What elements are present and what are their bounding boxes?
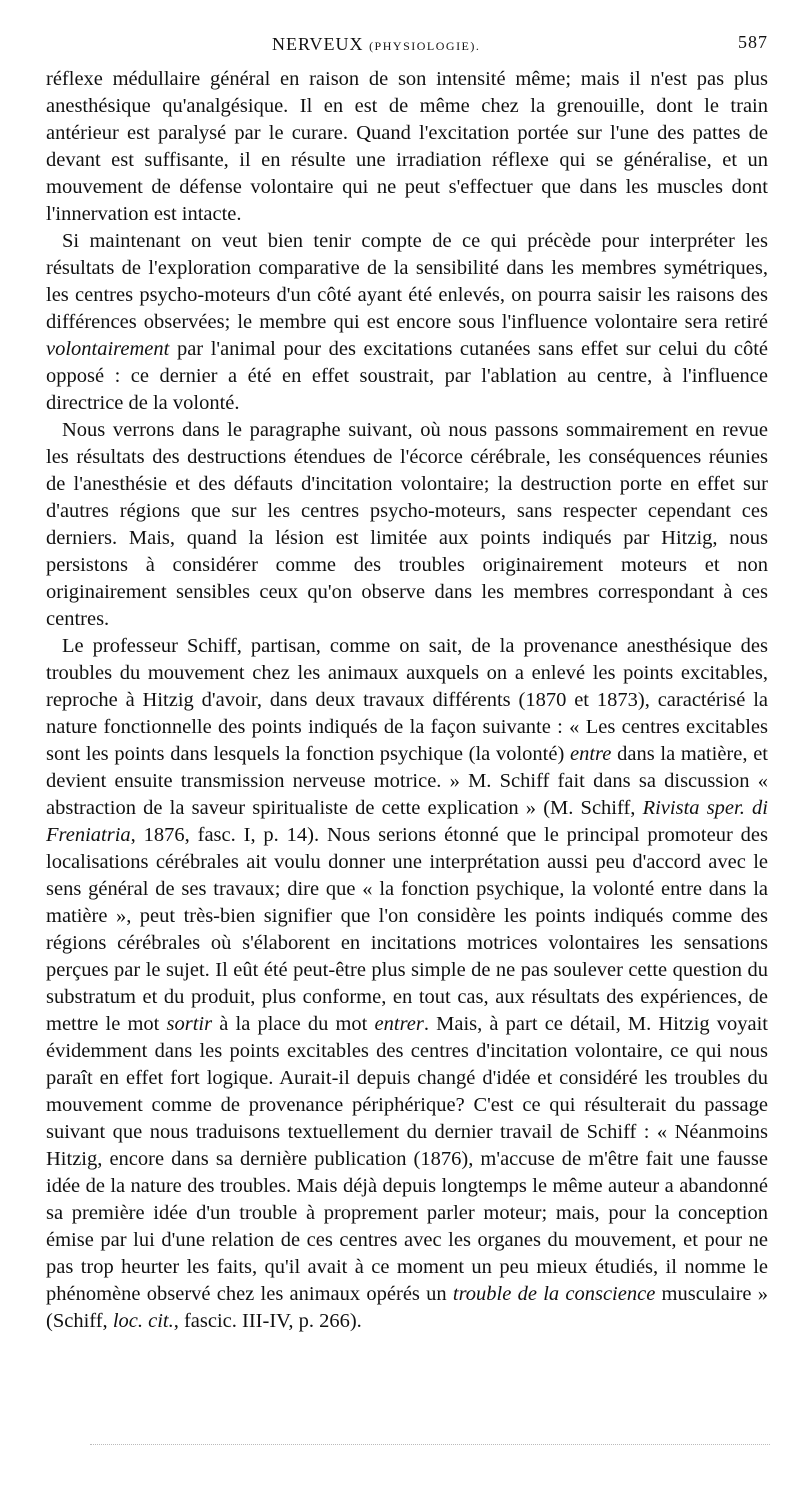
paragraph-text: . Mais, à part ce détail, M. Hitzig voyait évidemment dans les points excitables des centres d'incitation volontaire, ce qui nous paraît en effet fort logique. Aurait-il depuis changé d'idée et considéré les troubles du mouvement comme de provenance périphérique? C'est ce qui résulterait du passage suivant que nous traduisons textuellement du dernier travail de Schiff : « Néanmoins Hitzig, encore dans sa dernière publication (1876), m'accuse de m'être fait une fausse idée de la nature des troubles. Mais déjà depuis longtemps le même auteur a abandonné sa première idée d'un trouble à proprement parler moteur; mais, pour la conception émise par lui d'une relation de ces centres avec les organes du mouvement, et pour ne pas trop heurter les faits, qu'il avait à ce moment un peu mieux étudiés, il nomme le phénomène observé chez les animaux opérés un: [46, 1013, 768, 1305]
italic-text: loc. cit.: [112, 1310, 174, 1332]
paragraph-p3: [46, 417, 768, 633]
page-number: 587: [738, 32, 768, 52]
document-page: [46, 30, 768, 1335]
italic-text: entre: [570, 743, 612, 765]
paragraph-text: , fascic. III-IV, p. 266).: [173, 1310, 362, 1332]
running-head-title: [272, 34, 480, 55]
paragraph-p2: [46, 228, 768, 417]
paragraph-text: dans la matière, et devient ensuite transmission nerveuse motrice. » M. Schiff fait dans sa discussion « abstraction de la saveur spiritualiste de cette explication » (M. Schiff,: [46, 743, 768, 819]
paragraph-text: réflexe médullaire général en raison de son intensité même; mais il n'est pas plus anesthésique qu'analgésique. Il en est de même chez la grenouille, dont le train antérieur est paralysé par le curare. Quand l'excitation portée sur l'une des pattes de devant est suffisante, il en résulte une irradiation réflexe qui se généralise, et un mouvement de défense volontaire qui ne peut s'effectuer que dans les muscles dont l'innervation est intacte.: [46, 68, 768, 225]
italic-text: Rivista sper. di Freniatria: [46, 797, 768, 846]
paragraph-text: Le professeur Schiff, partisan, comme on sait, de la provenance anesthésique des troubles du mouvement chez les animaux auxquels on a enlevé les points excitables, reproche à Hitzig d'avoir, dans deux travaux différents (1870 et 1873), caractérisé la nature fonctionnelle des points indiqués de la façon suivante : « Les centres excitables sont les points dans lesquels la fonction psychique (la volonté): [46, 635, 768, 765]
title-sub: (PHYSIOLOGIE).: [369, 39, 481, 53]
italic-text: entrer: [374, 1013, 424, 1035]
paragraph-text: musculaire » (Schiff,: [46, 1283, 768, 1332]
footer-rule: [90, 1444, 770, 1445]
paragraph-text: à la place du mot: [212, 1013, 375, 1035]
paragraph-text: Si maintenant on veut bien tenir compte de ce qui précède pour interpréter les résultats de l'exploration comparative de la sensibilité dans les membres symétriques, les centres psycho-moteurs d'un côté ayant été enlevés, on pourra saisir les raisons des différences observées; le membre qui est encore sous l'influence volontaire sera retiré: [46, 230, 768, 333]
paragraph-text: par l'animal pour des excitations cutanées sans effet sur celui du côté opposé : ce dernier a été en effet soustrait, par l'ablation au centre, à l'influence directrice de la volonté.: [46, 338, 768, 414]
paragraph-text: , 1876, fasc. I, p. 14). Nous serions étonné que le principal promoteur des localisations cérébrales ait voulu donner une interprétation aussi peu d'accord avec le sens général de ses travaux; dire que « la fonction psychique, la volonté entre dans la matière », peut très-bien signifier que l'on considère les points indiqués comme des régions cérébrales où s'élaborent en incitations motrices volontaires les sensations perçues par le sujet. Il eût été peut-être plus simple de ne pas soulever cette question du substratum et du produit, plus conforme, en tout cas, aux résultats des expériences, de mettre le mot: [46, 824, 768, 1035]
italic-text: trouble de la conscience: [452, 1283, 656, 1305]
body-text: [46, 66, 768, 1335]
paragraph-p1: [46, 66, 768, 228]
paragraph-p4: [46, 633, 768, 1335]
running-head: [46, 30, 768, 66]
title-main: NERVEUX: [272, 34, 364, 54]
paragraph-text: Nous verrons dans le paragraphe suivant, où nous passons sommairement en revue les résultats des destructions étendues de l'écorce cérébrale, les conséquences réunies de l'anesthésie et des défauts d'incitation volontaire; la destruction porte en effet sur d'autres régions que sur les centres psycho-moteurs, sans respecter cependant ces derniers. Mais, quand la lésion est limitée aux points indiqués par Hitzig, nous persistons à considérer comme des troubles originairement moteurs et non originairement sensibles ceux qu'on observe dans les membres correspondant à ces centres.: [46, 419, 768, 630]
italic-text: sortir: [166, 1013, 213, 1035]
italic-text: volontairement: [46, 338, 170, 360]
